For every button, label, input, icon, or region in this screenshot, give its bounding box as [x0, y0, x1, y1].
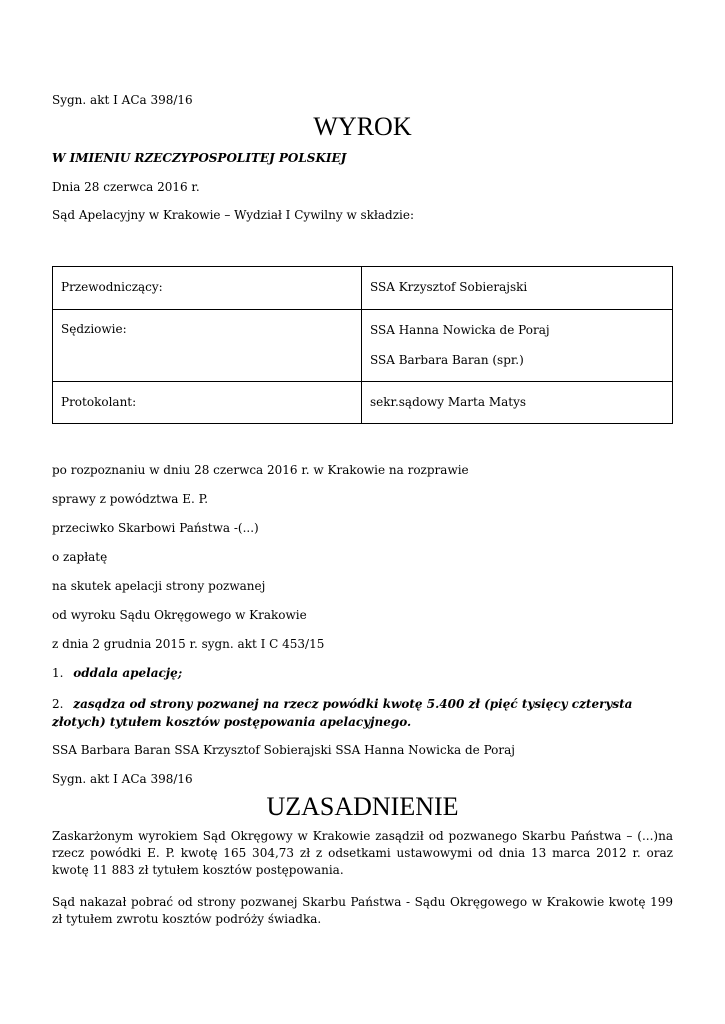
panel-row-chair	[53, 267, 673, 310]
ruling-1-text: oddala apelację;	[73, 666, 183, 680]
body-line-5: na skutek apelacji strony pozwanej	[52, 579, 266, 593]
reasons-paragraph-2: Sąd nakazał pobrać od strony pozwanej Skarbu Państwa - Sądu Okręgowego w Krakowie kwotę 199 zł tytułem zwrotu kosztów podróży świadka.	[52, 895, 673, 926]
chair-value: SSA Krzysztof Sobierajski	[362, 267, 673, 310]
judges-values	[362, 310, 673, 382]
ruling-2-number: 2.	[52, 697, 64, 711]
panel-row-judges	[53, 310, 673, 382]
reasons-paragraph-1: Zaskarżonym wyrokiem Sąd Okręgowy w Krakowie zasądził od pozwanego Skarbu Państwa – (...)na rzecz powódki E. P. kwotę 165 304,73 zł z odsetkami ustawowymi od dnia 13 marca 2012 r. oraz kwotę 11 883 zł tytułem kosztów postępowania.	[52, 829, 673, 877]
judgment-title: WYROK	[313, 112, 412, 141]
body-line-3: przeciwko Skarbowi Państwa -(...)	[52, 521, 259, 535]
ruling-1	[52, 666, 182, 680]
panel-row-clerk	[53, 382, 673, 424]
ruling-2-text: zasądza od strony pozwanej na rzecz powódki kwotę 5.400 zł (pięć tysięcy czterysta złotych) tytułem kosztów postępowania apelacyjnego.	[52, 697, 633, 729]
body-line-6: od wyroku Sądu Okręgowego w Krakowie	[52, 608, 307, 622]
judgment-date: Dnia 28 czerwca 2016 r.	[52, 180, 200, 194]
body-line-4: o zapłatę	[52, 550, 108, 564]
ruling-1-number: 1.	[52, 666, 64, 680]
judge-1: SSA Hanna Nowicka de Poraj	[370, 323, 550, 337]
signatures: SSA Barbara Baran SSA Krzysztof Sobierajski SSA Hanna Nowicka de Poraj	[52, 743, 515, 757]
case-number: Sygn. akt I ACa 398/16	[52, 93, 193, 107]
reasons-title: UZASADNIENIE	[266, 792, 459, 821]
chair-label: Przewodniczący:	[53, 267, 362, 310]
judgment-subtitle: W IMIENIU RZECZYPOSPOLITEJ POLSKIEJ	[52, 151, 347, 165]
court-composition: Sąd Apelacyjny w Krakowie – Wydział I Cywilny w składzie:	[52, 208, 415, 222]
ruling-2	[52, 695, 673, 731]
body-line-2: sprawy z powództwa E. P.	[52, 492, 209, 506]
judge-2: SSA Barbara Baran (spr.)	[370, 353, 524, 367]
panel-table	[52, 266, 673, 424]
clerk-label: Protokolant:	[53, 382, 362, 424]
body-line-7: z dnia 2 grudnia 2015 r. sygn. akt I C 453/15	[52, 637, 325, 651]
case-number-second: Sygn. akt I ACa 398/16	[52, 772, 193, 786]
body-line-1: po rozpoznaniu w dniu 28 czerwca 2016 r. w Krakowie na rozprawie	[52, 463, 469, 477]
judges-label: Sędziowie:	[53, 310, 362, 382]
clerk-value: sekr.sądowy Marta Matys	[362, 382, 673, 424]
